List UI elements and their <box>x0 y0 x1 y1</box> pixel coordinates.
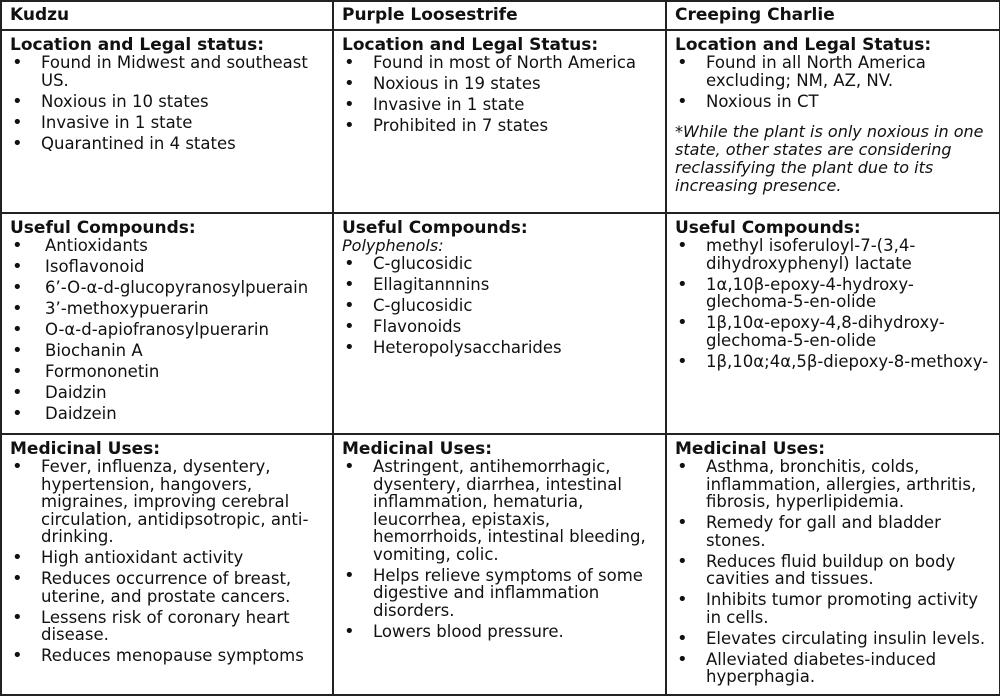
list-item: • C-glucosidic <box>342 297 657 315</box>
section-title: Medicinal Uses: <box>342 439 493 459</box>
list-item: • 3’-methoxypuerarin <box>10 300 324 318</box>
bullet-list <box>675 458 991 686</box>
list-item: • High antioxidant activity <box>10 549 324 567</box>
bullet-list <box>10 54 324 152</box>
list-item: • 1β,10α;4α,5β-diepoxy-8-methoxy- <box>675 353 991 371</box>
list-item: • Daidzein <box>10 405 324 423</box>
list-item: • Elevates circulating insulin levels. <box>675 630 991 648</box>
bullet-list <box>675 237 991 370</box>
header-row <box>1 1 1000 30</box>
list-item: • Formononetin <box>10 363 324 381</box>
list-item: • Quarantined in 4 states <box>10 135 324 153</box>
list-item: • Invasive in 1 state <box>10 114 324 132</box>
bullet-list <box>10 458 324 665</box>
header-creeping-charlie: Creeping Charlie <box>666 1 1000 30</box>
loosestrife-compounds-cell <box>333 213 666 434</box>
list-item: • Antioxidants <box>10 237 324 255</box>
section-title: Useful Compounds: <box>675 218 861 238</box>
list-item: • Noxious in 19 states <box>342 75 657 93</box>
list-item: • Heteropolysaccharides <box>342 339 657 357</box>
list-item: • Ellagitannnins <box>342 276 657 294</box>
list-item: • Found in Midwest and southeast US. <box>10 54 324 89</box>
section-title: Location and Legal status: <box>10 35 264 55</box>
list-item: • 1α,10β-epoxy-4-hydroxy-glechoma-5-en-olide <box>675 276 991 311</box>
list-item: • Found in all North America excluding; NM, AZ, NV. <box>675 54 991 89</box>
loosestrife-medicinal-cell <box>333 434 666 695</box>
list-item: • methyl isoferuloyl-7-(3,4-dihydroxyphenyl) lactate <box>675 237 991 272</box>
kudzu-location-cell <box>1 30 333 213</box>
bullet-list <box>342 458 657 640</box>
list-item: • Fever, influenza, dysentery, hypertension, hangovers, migraines, improving cerebral circulation, antidipsotropic, anti-drinking. <box>10 458 324 546</box>
charlie-location-cell <box>666 30 1000 213</box>
legal-status-note: *While the plant is only noxious in one state, other states are considering reclassifying the plant due to its increasing presence. <box>675 122 984 195</box>
section-title: Useful Compounds: <box>10 218 196 238</box>
location-row <box>1 30 1000 213</box>
list-item: • Noxious in 10 states <box>10 93 324 111</box>
section-title: Medicinal Uses: <box>10 439 161 459</box>
bullet-list <box>10 237 324 423</box>
list-item: • Biochanin A <box>10 342 324 360</box>
charlie-medicinal-cell <box>666 434 1000 695</box>
list-item: • Reduces menopause symptoms <box>10 647 324 665</box>
list-item: • Reduces occurrence of breast, uterine, and prostate cancers. <box>10 570 324 605</box>
list-item: • 1β,10α-epoxy-4,8-dihydroxy-glechoma-5-en-olide <box>675 314 991 349</box>
header-kudzu: Kudzu <box>1 1 333 30</box>
bullet-list <box>675 54 991 110</box>
list-item: • Remedy for gall and bladder stones. <box>675 514 991 549</box>
header-purple-loosestrife: Purple Loosestrife <box>333 1 666 30</box>
bullet-list <box>342 255 657 357</box>
list-item: • Isoflavonoid <box>10 258 324 276</box>
list-item: • Lowers blood pressure. <box>342 623 657 641</box>
list-item: • Inhibits tumor promoting activity in cells. <box>675 591 991 626</box>
loosestrife-location-cell <box>333 30 666 213</box>
section-title: Useful Compounds: <box>342 218 528 238</box>
list-item: • Prohibited in 7 states <box>342 117 657 135</box>
list-item: • Noxious in CT <box>675 93 991 111</box>
list-item: • Alleviated diabetes-induced hyperphagia. <box>675 651 991 686</box>
section-title: Location and Legal Status: <box>342 35 599 55</box>
kudzu-compounds-cell <box>1 213 333 434</box>
list-item: • Found in most of North America <box>342 54 657 72</box>
list-item: • Helps relieve symptoms of some digestive and inflammation disorders. <box>342 567 657 620</box>
list-item: • Lessens risk of coronary heart disease. <box>10 609 324 644</box>
compounds-row <box>1 213 1000 434</box>
list-item: • 6’-O-α-d-glucopyranosylpuerain <box>10 279 324 297</box>
bullet-list <box>342 54 657 135</box>
section-subtitle: Polyphenols: <box>342 236 444 255</box>
list-item: • Reduces fluid buildup on body cavities and tissues. <box>675 553 991 588</box>
section-title: Medicinal Uses: <box>675 439 826 459</box>
list-item: • Astringent, antihemorrhagic, dysentery, diarrhea, intestinal inflammation, hematuria, leucorrhea, epistaxis, hemorrhoids, intestinal bleeding, vomiting, colic. <box>342 458 657 563</box>
medicinal-row <box>1 434 1000 695</box>
list-item: • O-α-d-apiofranosylpuerarin <box>10 321 324 339</box>
list-item: • Invasive in 1 state <box>342 96 657 114</box>
list-item: • Flavonoids <box>342 318 657 336</box>
section-title: Location and Legal Status: <box>675 35 932 55</box>
charlie-compounds-cell <box>666 213 1000 434</box>
list-item: • C-glucosidic <box>342 255 657 273</box>
list-item: • Asthma, bronchitis, colds, inflammation, allergies, arthritis, fibrosis, hyperlipidemia. <box>675 458 991 511</box>
kudzu-medicinal-cell <box>1 434 333 695</box>
list-item: • Daidzin <box>10 384 324 402</box>
